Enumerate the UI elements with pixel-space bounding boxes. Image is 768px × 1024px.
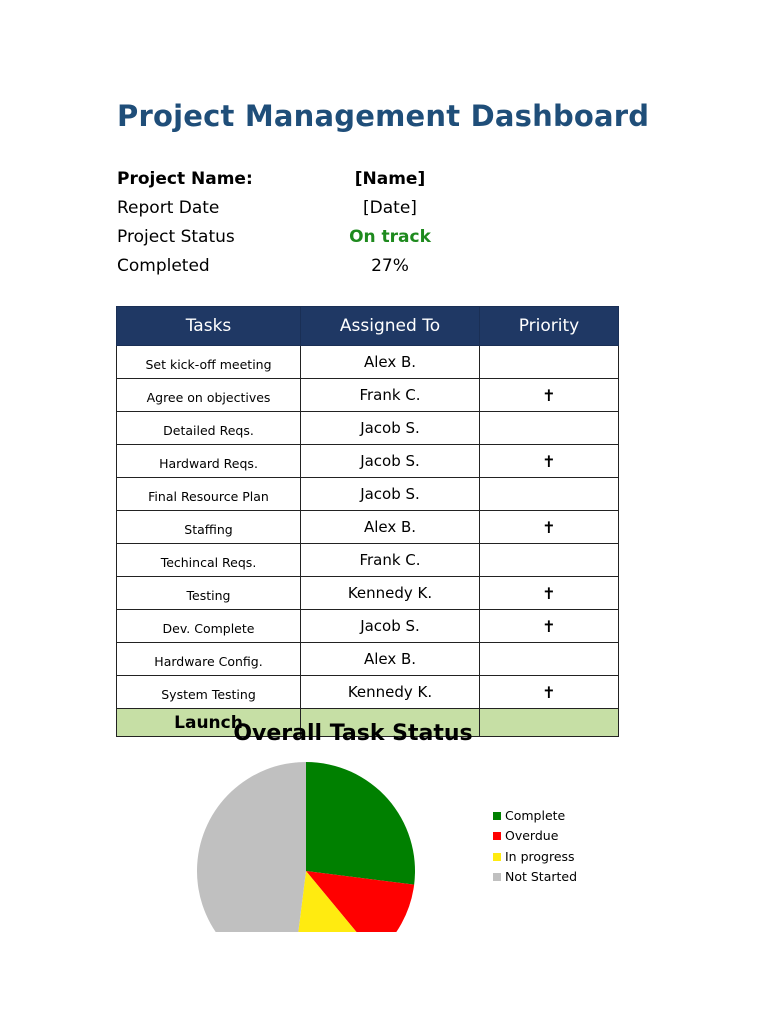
launch-label: Launch	[117, 709, 301, 737]
table-row	[117, 478, 619, 511]
chart-title: Overall Task Status	[233, 721, 473, 746]
priority-cell	[480, 478, 619, 511]
project-summary	[117, 166, 537, 282]
chart-legend	[493, 808, 577, 889]
table-row	[117, 676, 619, 709]
assigned-to-cell: Jacob S.	[301, 445, 480, 478]
legend-entry	[493, 869, 577, 889]
project-status-value: On track	[349, 227, 431, 247]
column-header-assigned-to: Assigned To	[301, 307, 480, 346]
priority-flag-icon: ✝	[480, 610, 619, 643]
pie-chart-area	[188, 752, 428, 932]
legend-label: In progress	[505, 848, 575, 864]
assigned-to-cell: Kennedy K.	[301, 577, 480, 610]
assigned-to-cell: Jacob S.	[301, 478, 480, 511]
task-name-cell: Final Resource Plan	[117, 478, 301, 511]
page-title: Project Management Dashboard	[117, 99, 650, 133]
task-name-cell: Testing	[117, 577, 301, 610]
assigned-to-cell: Frank C.	[301, 544, 480, 577]
task-name-cell: Agree on objectives	[117, 379, 301, 412]
priority-cell	[480, 346, 619, 379]
table-row	[117, 577, 619, 610]
legend-label: Overdue	[505, 828, 559, 844]
summary-row-completed	[117, 253, 537, 282]
summary-row-project-status	[117, 224, 537, 253]
table-row	[117, 610, 619, 643]
priority-flag-icon: ✝	[480, 511, 619, 544]
priority-cell	[480, 412, 619, 445]
legend-label: Complete	[505, 808, 566, 823]
assigned-to-cell: Alex B.	[301, 643, 480, 676]
pie-slice-complete	[306, 762, 415, 885]
pie-chart	[188, 752, 428, 932]
legend-entry	[493, 849, 577, 869]
task-table-body	[117, 346, 619, 737]
column-header-tasks: Tasks	[117, 307, 301, 346]
summary-row-project-name	[117, 166, 537, 195]
priority-flag-icon: ✝	[480, 676, 619, 709]
completed-value: 27%	[371, 256, 409, 276]
assigned-to-cell: Jacob S.	[301, 412, 480, 445]
task-name-cell: Hardward Reqs.	[117, 445, 301, 478]
task-name-cell: Detailed Reqs.	[117, 412, 301, 445]
column-header-priority: Priority	[480, 307, 619, 346]
legend-swatch	[493, 853, 501, 861]
priority-flag-icon: ✝	[480, 577, 619, 610]
report-date-value: [Date]	[363, 198, 417, 218]
assigned-to-cell: Alex B.	[301, 346, 480, 379]
task-name-cell: Staffing	[117, 511, 301, 544]
legend-swatch	[493, 832, 501, 840]
completed-label: Completed	[117, 256, 210, 276]
legend-swatch	[493, 873, 501, 881]
legend-entry	[493, 828, 577, 848]
table-row	[117, 346, 619, 379]
priority-flag-icon: ✝	[480, 445, 619, 478]
task-table	[116, 306, 619, 737]
task-name-cell: Dev. Complete	[117, 610, 301, 643]
table-header-row	[117, 307, 619, 346]
priority-cell	[480, 643, 619, 676]
report-date-label: Report Date	[117, 198, 220, 218]
assigned-to-cell: Frank C.	[301, 379, 480, 412]
project-name-label: Project Name:	[117, 169, 253, 189]
project-status-label: Project Status	[117, 227, 235, 247]
priority-cell	[480, 544, 619, 577]
task-name-cell: Hardware Config.	[117, 643, 301, 676]
table-row	[117, 511, 619, 544]
task-name-cell: Set kick-off meeting	[117, 346, 301, 379]
pie-slice-not-started	[197, 762, 306, 932]
table-row	[117, 445, 619, 478]
task-name-cell: System Testing	[117, 676, 301, 709]
legend-entry	[493, 808, 577, 828]
assigned-to-cell: Jacob S.	[301, 610, 480, 643]
table-row	[117, 379, 619, 412]
task-name-cell: Techincal Reqs.	[117, 544, 301, 577]
legend-label: Not Started	[505, 868, 578, 884]
legend-swatch	[493, 812, 501, 820]
table-row	[117, 544, 619, 577]
assigned-to-cell: Kennedy K.	[301, 676, 480, 709]
table-row	[117, 643, 619, 676]
summary-row-report-date	[117, 195, 537, 224]
project-name-value: [Name]	[354, 169, 426, 189]
assigned-to-cell: Alex B.	[301, 511, 480, 544]
priority-flag-icon: ✝	[480, 379, 619, 412]
table-row	[117, 412, 619, 445]
